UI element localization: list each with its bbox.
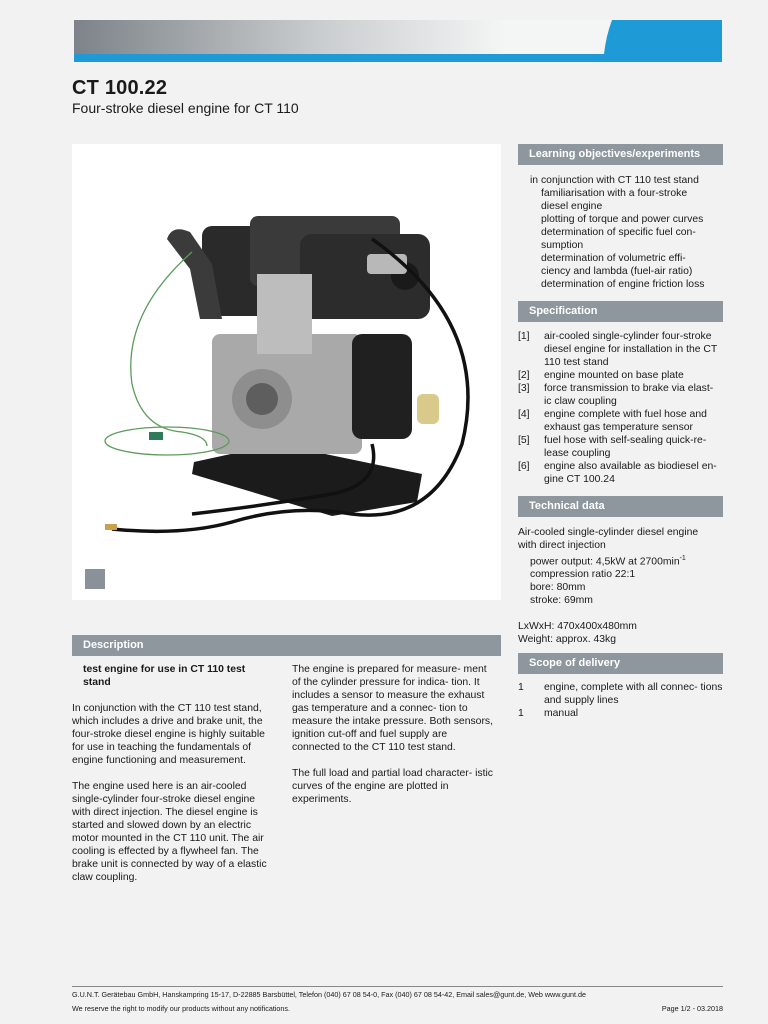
scope-text: manual bbox=[544, 708, 579, 719]
footer-page: Page 1/2 - 03.2018 bbox=[661, 1004, 723, 1013]
technical-power: power output: 4,5kW at $2700\min^{-1}$ bbox=[530, 555, 686, 568]
learning-item: determination of engine friction loss bbox=[541, 279, 705, 290]
scope-text: engine, complete with all connec- tions and supply lines bbox=[544, 682, 723, 706]
spec-item bbox=[518, 369, 723, 382]
technical-line: Air-cooled single-cylinder diesel engine bbox=[518, 527, 699, 538]
spec-text: force transmission to brake via elast- ic claw coupling bbox=[544, 383, 714, 407]
scope-heading: Scope of delivery bbox=[518, 653, 723, 674]
technical-compression: compression ratio 22:1 bbox=[530, 569, 636, 581]
description-paragraph: In conjunction with the CT 110 test stand, which includes a drive and brake unit, the four-stroke diesel engine is highly suitable for use in teaching the fundamentals of engine functioning and measurement. bbox=[72, 703, 265, 766]
learning-item: diesel engine bbox=[541, 201, 603, 212]
scope-num: 1 bbox=[518, 682, 524, 693]
spec-item bbox=[518, 382, 723, 408]
spec-text: fuel hose with self-sealing quick-re- lease coupling bbox=[544, 435, 707, 459]
spec-text: engine also available as biodiesel en- gine CT 100.24 bbox=[544, 461, 717, 485]
scope-item bbox=[518, 681, 723, 707]
spec-num: [5] bbox=[518, 435, 530, 446]
header-banner bbox=[74, 20, 722, 62]
description-paragraph: The engine used here is an air-cooled single-cylinder four-stroke diesel engine with direct injection. The diesel engine is started and slowed down by an electric motor mounted in the CT 110 unit. The air cooling is effected by a flywheel fan. The brake unit is connected by way of a elastic claw coupling. bbox=[72, 781, 267, 883]
spec-text: engine complete with fuel hose and exhaust gas temperature sensor bbox=[544, 409, 707, 433]
footer-divider bbox=[72, 986, 723, 987]
spec-item bbox=[518, 460, 723, 486]
spec-item bbox=[518, 434, 723, 460]
technical-content bbox=[518, 526, 723, 646]
technical-bore: bore: 80mm bbox=[530, 582, 586, 594]
spec-item bbox=[518, 330, 723, 369]
description-heading: Description bbox=[72, 635, 501, 656]
page-title: CT 100.22 bbox=[72, 77, 168, 99]
scope-num: 1 bbox=[518, 708, 524, 719]
spec-text: air-cooled single-cylinder four-stroke diesel engine for installation in the CT 110 test stand bbox=[544, 331, 718, 368]
learning-item: determination of volumetric effi- bbox=[541, 253, 686, 264]
spec-item bbox=[518, 408, 723, 434]
learning-heading: Learning objectives/experiments bbox=[518, 144, 723, 165]
learning-item: sumption bbox=[541, 240, 584, 251]
spec-num: [6] bbox=[518, 461, 530, 472]
learning-item: determination of specific fuel con- bbox=[541, 227, 696, 238]
description-paragraph: The engine is prepared for measure- ment of the cylinder pressure for indica- tion. It includes a sensor to measure the exhaust gas temperature and a connec- tion to measure the intake pressure. Both sensors, ignition cut-off and fuel supply are connected to the CT 110 test stand. bbox=[292, 664, 493, 753]
page-subtitle: Four-stroke diesel engine for CT 110 bbox=[72, 100, 299, 116]
description-col-right bbox=[292, 663, 494, 819]
footer-notice-row bbox=[72, 1004, 723, 1013]
learning-content bbox=[518, 174, 723, 291]
learning-item: ciency and lambda (fuel-air ratio) bbox=[541, 266, 693, 277]
technical-line: with direct injection bbox=[518, 540, 606, 551]
specification-heading: Specification bbox=[518, 301, 723, 322]
learning-item: plotting of torque and power curves bbox=[541, 214, 704, 225]
scope-content bbox=[518, 681, 723, 720]
thumbnail-square[interactable] bbox=[85, 569, 105, 589]
learning-item: familiarisation with a four-stroke bbox=[541, 188, 688, 199]
spec-num: [3] bbox=[518, 383, 530, 394]
specification-content bbox=[518, 330, 723, 486]
footer-address: G.U.N.T. Gerätebau GmbH, Hanskampring 15-17, D-22885 Barsbüttel, Telefon (040) 67 08 54-0, Fax (040) 67 08 54-42, Email sales@gunt.de, Web www.gunt.de bbox=[72, 990, 587, 999]
description-lead: test engine for use in CT 110 test stand bbox=[83, 664, 246, 688]
description-paragraph: The full load and partial load character- istic curves of the engine are plotted in experiments. bbox=[292, 768, 493, 805]
learning-intro: in conjunction with CT 110 test stand bbox=[530, 175, 699, 186]
technical-stroke: stroke: 69mm bbox=[530, 595, 593, 607]
technical-dimensions: LxWxH: 470x400x480mm bbox=[518, 621, 637, 633]
technical-weight: Weight: approx. 43kg bbox=[518, 634, 617, 646]
engine-photo bbox=[72, 144, 501, 600]
spec-num: [2] bbox=[518, 370, 530, 381]
footer-notice: We reserve the right to modify our products without any notifications. bbox=[72, 1004, 290, 1013]
technical-heading: Technical data bbox=[518, 496, 723, 517]
spec-num: [1] bbox=[518, 331, 530, 342]
spec-text: engine mounted on base plate bbox=[544, 370, 684, 381]
spec-num: [4] bbox=[518, 409, 530, 420]
scope-item bbox=[518, 707, 723, 720]
description-col-left bbox=[72, 663, 272, 897]
